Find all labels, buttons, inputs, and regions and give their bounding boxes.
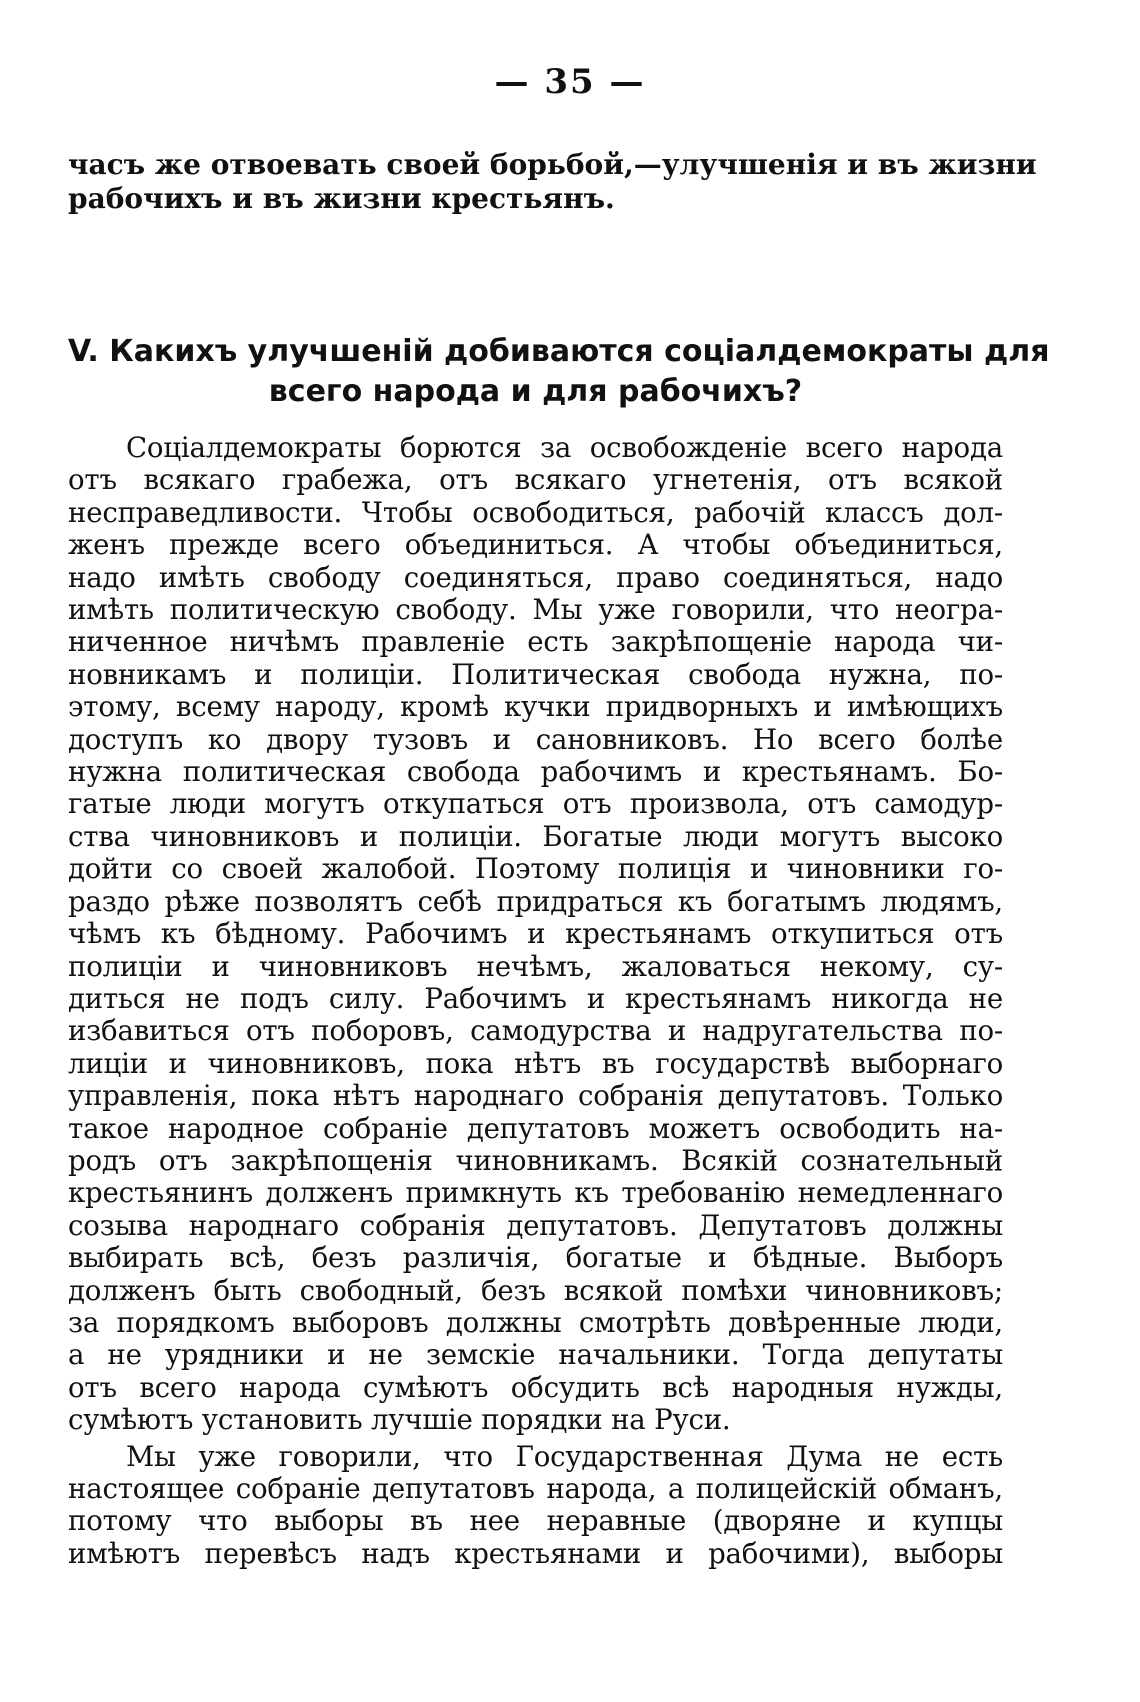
section-body xyxy=(68,432,1003,1570)
text-line: ства чиновниковъ и полиціи. Богатые люди могутъ высоко xyxy=(68,819,1003,853)
text-line: рабочихъ и въ жизни крестьянъ. xyxy=(68,182,615,215)
text-line: выбирать всѣ, безъ различія, богатые и бѣдные. Выборъ xyxy=(68,1241,1003,1275)
text-line: настоящее собраніе депутатовъ народа, а полицейскій обманъ, xyxy=(68,1472,1003,1505)
text-line: новникамъ и полиціи. Политическая свобода нужна, по- xyxy=(68,657,1003,691)
heading-line: V. Какихъ улучшеній добиваются соціалдемократы для xyxy=(68,334,1050,369)
text-line: потому что выборы въ нее неравные (дворяне и купцы xyxy=(68,1504,1003,1538)
heading-line: всего народа и для рабочихъ? xyxy=(268,374,803,409)
text-line: сумѣютъ установить лучшіе порядки на Руси. xyxy=(68,1403,731,1437)
text-line: родъ отъ закрѣпощенія чиновникамъ. Всякій сознательный xyxy=(68,1143,1003,1177)
text-line: созыва народнаго собранія депутатовъ. Депутатовъ должны xyxy=(68,1208,1003,1242)
paragraph xyxy=(68,1441,1003,1571)
paragraph xyxy=(68,432,1003,1437)
text-line: имѣть политическую свободу. Мы уже говорили, что неогра- xyxy=(68,593,1003,627)
text-line: такое народное собраніе депутатовъ можетъ освободить на- xyxy=(68,1111,1003,1145)
text-line: отъ всякаго грабежа, отъ всякаго угнетенія, отъ всякой xyxy=(68,463,1003,497)
text-line: гатые люди могутъ откупаться отъ произвола, отъ самодур- xyxy=(68,787,1003,821)
text-line: надо имѣть свободу соединяться, право соединяться, надо xyxy=(68,560,1003,594)
text-line: часъ же отвоевать своей борьбой,—улучшенія и въ жизни xyxy=(68,148,1037,181)
text-line: Мы уже говорили, что Государственная Дума не есть xyxy=(126,1439,1003,1473)
text-line: полиціи и чиновниковъ нечѣмъ, жаловаться некому, су- xyxy=(68,949,1003,983)
text-line: долженъ быть свободный, безъ всякой помѣхи чиновниковъ; xyxy=(68,1273,1003,1307)
text-line: женъ прежде всего объединиться. А чтобы объединиться, xyxy=(68,528,1003,562)
text-line: несправедливости. Чтобы освободиться, рабочій классъ дол- xyxy=(68,495,1003,529)
text-line: нужна политическая свобода рабочимъ и крестьянамъ. Бо- xyxy=(68,755,1003,789)
text-line: доступъ ко двору тузовъ и сановниковъ. Но всего болѣе xyxy=(68,722,1003,756)
page-number: — 35 — xyxy=(494,62,646,102)
continuation-paragraph xyxy=(68,148,1037,216)
text-line: Соціалдемократы борются за освобожденіе всего народа xyxy=(126,431,1003,464)
text-line: крестьянинъ долженъ примкнуть къ требованію немедленнаго xyxy=(68,1176,1003,1210)
text-line: избавиться отъ поборовъ, самодурства и надругательства по- xyxy=(68,1014,1003,1048)
section-heading xyxy=(68,332,1050,412)
text-line: управленія, пока нѣтъ народнаго собранія депутатовъ. Только xyxy=(68,1079,1003,1113)
text-line: чѣмъ къ бѣдному. Рабочимъ и крестьянамъ откупиться отъ xyxy=(68,917,1003,951)
text-line: диться не подъ силу. Рабочимъ и крестьянамъ никогда не xyxy=(68,981,1003,1015)
text-line: раздо рѣже позволятъ себѣ придраться къ богатымъ людямъ, xyxy=(68,884,1003,918)
text-line: имѣютъ перевѣсъ надъ крестьянами и рабочими), выборы xyxy=(68,1536,1003,1570)
text-line: а не урядники и не земскіе начальники. Тогда депутаты xyxy=(68,1338,1003,1372)
text-line: ниченное ничѣмъ правленіе есть закрѣпощеніе народа чи- xyxy=(68,625,1003,659)
text-line: отъ всего народа сумѣютъ обсудить всѣ народныя нужды, xyxy=(68,1370,1003,1404)
text-line: за порядкомъ выборовъ должны смотрѣть довѣренные люди, xyxy=(68,1305,1003,1339)
text-line: дойти со своей жалобой. Поэтому полиція и чиновники го- xyxy=(68,852,1003,886)
text-line: лиціи и чиновниковъ, пока нѣтъ въ государствѣ выборнаго xyxy=(68,1046,1003,1080)
text-line: этому, всему народу, кромѣ кучки придворныхъ и имѣющихъ xyxy=(68,690,1003,724)
